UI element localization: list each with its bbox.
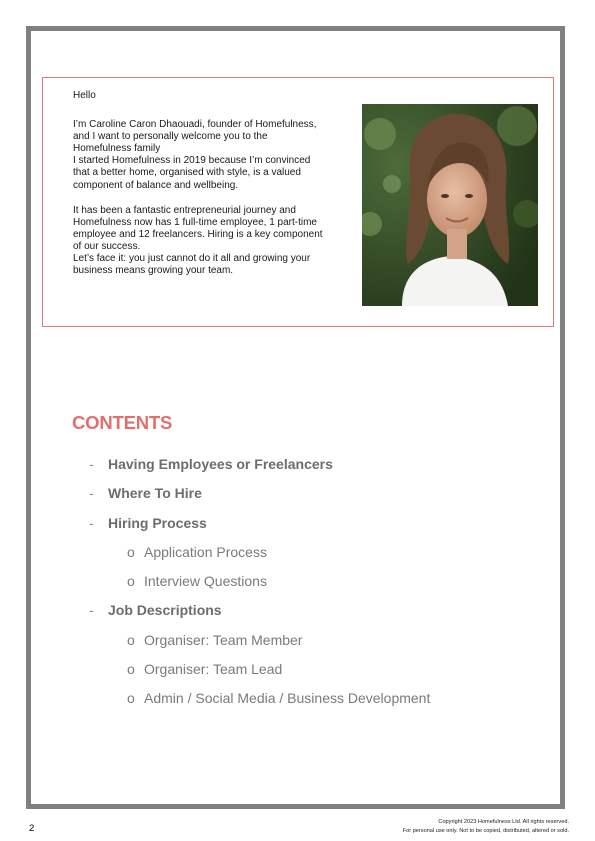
toc-bullet: o [127, 661, 135, 677]
page-number: 2 [29, 823, 35, 834]
welcome-line: business means growing your team. [73, 265, 234, 277]
toc-item [89, 515, 207, 531]
toc-bullet: - [89, 485, 94, 501]
toc-item [127, 690, 430, 706]
welcome-line: Homefulness now has 1 full-time employee, 1 part-time [73, 216, 317, 228]
welcome-message [73, 90, 358, 277]
welcome-line: It has been a fantastic entrepreneurial journey and [73, 204, 296, 216]
toc-item-label: Admin / Social Media / Business Development [144, 690, 431, 706]
toc-bullet: o [127, 544, 135, 560]
toc-bullet: - [89, 456, 94, 472]
founder-portrait [362, 104, 538, 306]
toc-item-label: Having Employees or Freelancers [108, 456, 333, 472]
toc-item [127, 661, 282, 677]
toc-bullet: o [127, 632, 135, 648]
welcome-line: Homefulness family [73, 143, 161, 155]
welcome-line: component of balance and wellbeing. [73, 179, 239, 191]
toc-item-label: Interview Questions [144, 573, 267, 589]
toc-item-label: Hiring Process [108, 515, 207, 531]
welcome-line: Let’s face it: you just cannot do it all and growing your [73, 253, 311, 265]
toc-item-label: Where To Hire [108, 485, 202, 501]
contents-title: CONTENTS [72, 412, 173, 433]
greeting: Hello [73, 90, 96, 101]
toc-item [127, 573, 267, 589]
welcome-line: I started Homefulness in 2019 because I’m convinced [73, 155, 311, 167]
toc-item-label: Organiser: Team Member [144, 632, 303, 648]
toc-item [89, 485, 202, 501]
toc-bullet: o [127, 690, 135, 706]
toc-item-label: Job Descriptions [108, 602, 222, 618]
copyright-line: Copyright 2023 Homefulness Ltd. All rights reserved. [438, 819, 569, 825]
copyright-line: For personal use only. Not to be copied, distributed, altered or sold. [402, 827, 569, 834]
toc-item [127, 544, 267, 560]
toc-item [127, 632, 302, 648]
toc-item [89, 456, 333, 472]
welcome-line: employee and 12 freelancers. Hiring is a key component [73, 228, 323, 240]
toc-item-label: Organiser: Team Lead [144, 661, 283, 677]
copyright-notice [403, 818, 569, 835]
welcome-line: that a better home, organised with style, is a valued [73, 167, 301, 179]
toc-item-label: Application Process [144, 544, 267, 560]
toc-bullet: o [127, 573, 135, 589]
welcome-line: and I want to personally welcome you to the [73, 131, 268, 143]
welcome-box [42, 77, 554, 327]
toc-bullet: - [89, 515, 94, 531]
toc-bullet: - [89, 602, 94, 618]
welcome-line: I’m Caroline Caron Dhaouadi, founder of Homefulness, [73, 119, 317, 131]
welcome-line: of our success. [73, 240, 141, 252]
toc-item [89, 602, 222, 618]
